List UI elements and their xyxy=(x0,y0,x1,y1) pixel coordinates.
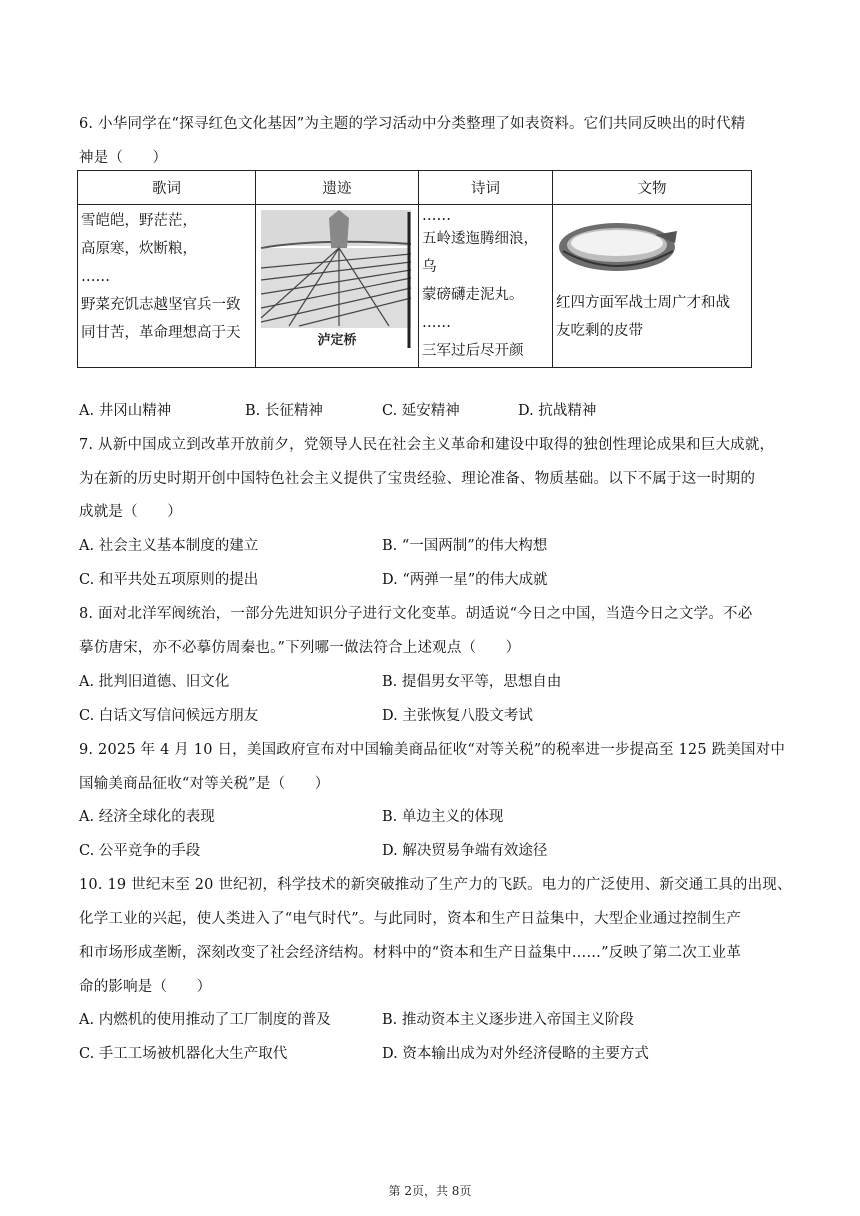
lyrics-line: 雪皑皑，野茫茫， xyxy=(81,213,197,229)
q6-option-a[interactable]: A. 井冈山精神 xyxy=(79,403,172,419)
q7-stem-line2: 为在新的历史时期开创中国特色社会主义提供了宝贵经验、理论准备、物质基础。以下不属于这一时期的 xyxy=(79,471,756,487)
poem-line: 五岭逶迤腾细浪，乌 xyxy=(422,231,538,275)
q8-option-b[interactable]: B. 提倡男女平等，思想自由 xyxy=(382,674,562,690)
q8-stem-line1: 8. 面对北洋军阀统治，一部分先进知识分子进行文化变革。胡适说“今日之中国，当造今日之文学。不必 xyxy=(79,606,753,622)
poem-line: …… xyxy=(422,208,451,224)
table-header-lyrics: 歌词 xyxy=(78,171,256,205)
artifact-line: 红四方面军战士周广才和战 xyxy=(556,295,730,311)
q9-option-a[interactable]: A. 经济全球化的表现 xyxy=(79,809,215,825)
bridge-caption: 泸定桥 xyxy=(317,333,357,348)
q7-option-b[interactable]: B. “一国两制”的伟大构想 xyxy=(382,538,548,554)
q6-option-b[interactable]: B. 长征精神 xyxy=(245,403,323,419)
lyrics-line: 同甘苦，革命理想高于天 xyxy=(81,325,241,341)
q10-option-b[interactable]: B. 推动资本主义逐步进入帝国主义阶段 xyxy=(382,1012,634,1028)
q6-option-d[interactable]: D. 抗战精神 xyxy=(518,403,597,419)
q6-stem-line2: 神是（ ） xyxy=(79,150,168,166)
q10-stem-line1: 10. 19 世纪末至 20 世纪初，科学技术的新突破推动了生产力的飞跃。电力的广泛使用、新交通工具的出现、 xyxy=(79,877,792,893)
q10-stem-line4: 命的影响是（ ） xyxy=(79,979,212,995)
relic-cell xyxy=(256,205,419,368)
poem-line: 蒙磅礴走泥丸。 xyxy=(422,287,524,303)
poem-line: …… xyxy=(422,315,451,331)
poem-line: 三军过后尽开颜 xyxy=(422,343,524,359)
poem-cell xyxy=(419,205,553,368)
q10-option-d[interactable]: D. 资本输出成为对外经济侵略的主要方式 xyxy=(382,1046,649,1062)
q8-stem-line2: 摹仿唐宋，亦不必摹仿周秦也。”下列哪一做法符合上述观点（ ） xyxy=(79,640,521,656)
leather-belt-photo xyxy=(555,213,681,283)
q7-stem-line1: 7. 从新中国成立到改革开放前夕，党领导人民在社会主义革命和建设中取得的独创性理论成果和巨大成就， xyxy=(79,437,775,453)
q7-option-c[interactable]: C. 和平共处五项原则的提出 xyxy=(79,572,259,588)
page-number-footer: 第 2页，共 8页 xyxy=(388,1184,472,1198)
q6-option-c[interactable]: C. 延安精神 xyxy=(382,403,460,419)
artifact-cell xyxy=(553,205,752,368)
q9-stem-line2: 国输美商品征收“对等关税”是（ ） xyxy=(79,776,330,792)
q10-option-a[interactable]: A. 内燃机的使用推动了工厂制度的普及 xyxy=(79,1012,331,1028)
luding-bridge-photo xyxy=(259,208,415,354)
q8-option-c[interactable]: C. 白话文写信问候远方朋友 xyxy=(79,708,259,724)
q6-stem-line1: 6. 小华同学在“探寻红色文化基因”为主题的学习活动中分类整理了如表资料。它们共同反映出的时代精 xyxy=(79,116,746,132)
q9-option-b[interactable]: B. 单边主义的体现 xyxy=(382,809,504,825)
q9-option-d[interactable]: D. 解决贸易争端有效途径 xyxy=(382,843,548,859)
q7-stem-line3: 成就是（ ） xyxy=(79,504,182,520)
table-header-artifact: 文物 xyxy=(553,171,752,205)
table-header-relic: 遗迹 xyxy=(256,171,419,205)
q7-option-a[interactable]: A. 社会主义基本制度的建立 xyxy=(79,538,259,554)
q6-material-table xyxy=(77,170,752,368)
q10-stem-line2: 化学工业的兴起，使人类进入了“电气时代”。与此同时，资本和生产日益集中，大型企业通过控制生产 xyxy=(79,911,742,927)
lyrics-line: 野菜充饥志越坚官兵一致 xyxy=(81,297,241,313)
lyrics-line: …… xyxy=(81,269,110,285)
lyrics-line: 高原寒，炊断粮， xyxy=(81,241,197,257)
q10-option-c[interactable]: C. 手工工场被机器化大生产取代 xyxy=(79,1046,288,1062)
q7-option-d[interactable]: D. “两弹一星”的伟大成就 xyxy=(382,572,548,588)
q10-stem-line3: 和市场形成垄断，深刻改变了社会经济结构。材料中的“资本和生产日益集中……”反映了第二次工业革 xyxy=(79,945,742,961)
q8-option-a[interactable]: A. 批判旧道德、旧文化 xyxy=(79,674,230,690)
q9-option-c[interactable]: C. 公平竞争的手段 xyxy=(79,843,201,859)
q9-stem-line1: 9. 2025 年 4 月 10 日，美国政府宣布对中国输美商品征收“对等关税”的税率进一步提高至 125 跣美国对中 xyxy=(79,742,786,758)
lyrics-cell xyxy=(78,205,256,368)
artifact-line: 友吃剩的皮带 xyxy=(556,323,643,339)
table-header-poem: 诗词 xyxy=(419,171,553,205)
q8-option-d[interactable]: D. 主张恢复八股文考试 xyxy=(382,708,533,724)
